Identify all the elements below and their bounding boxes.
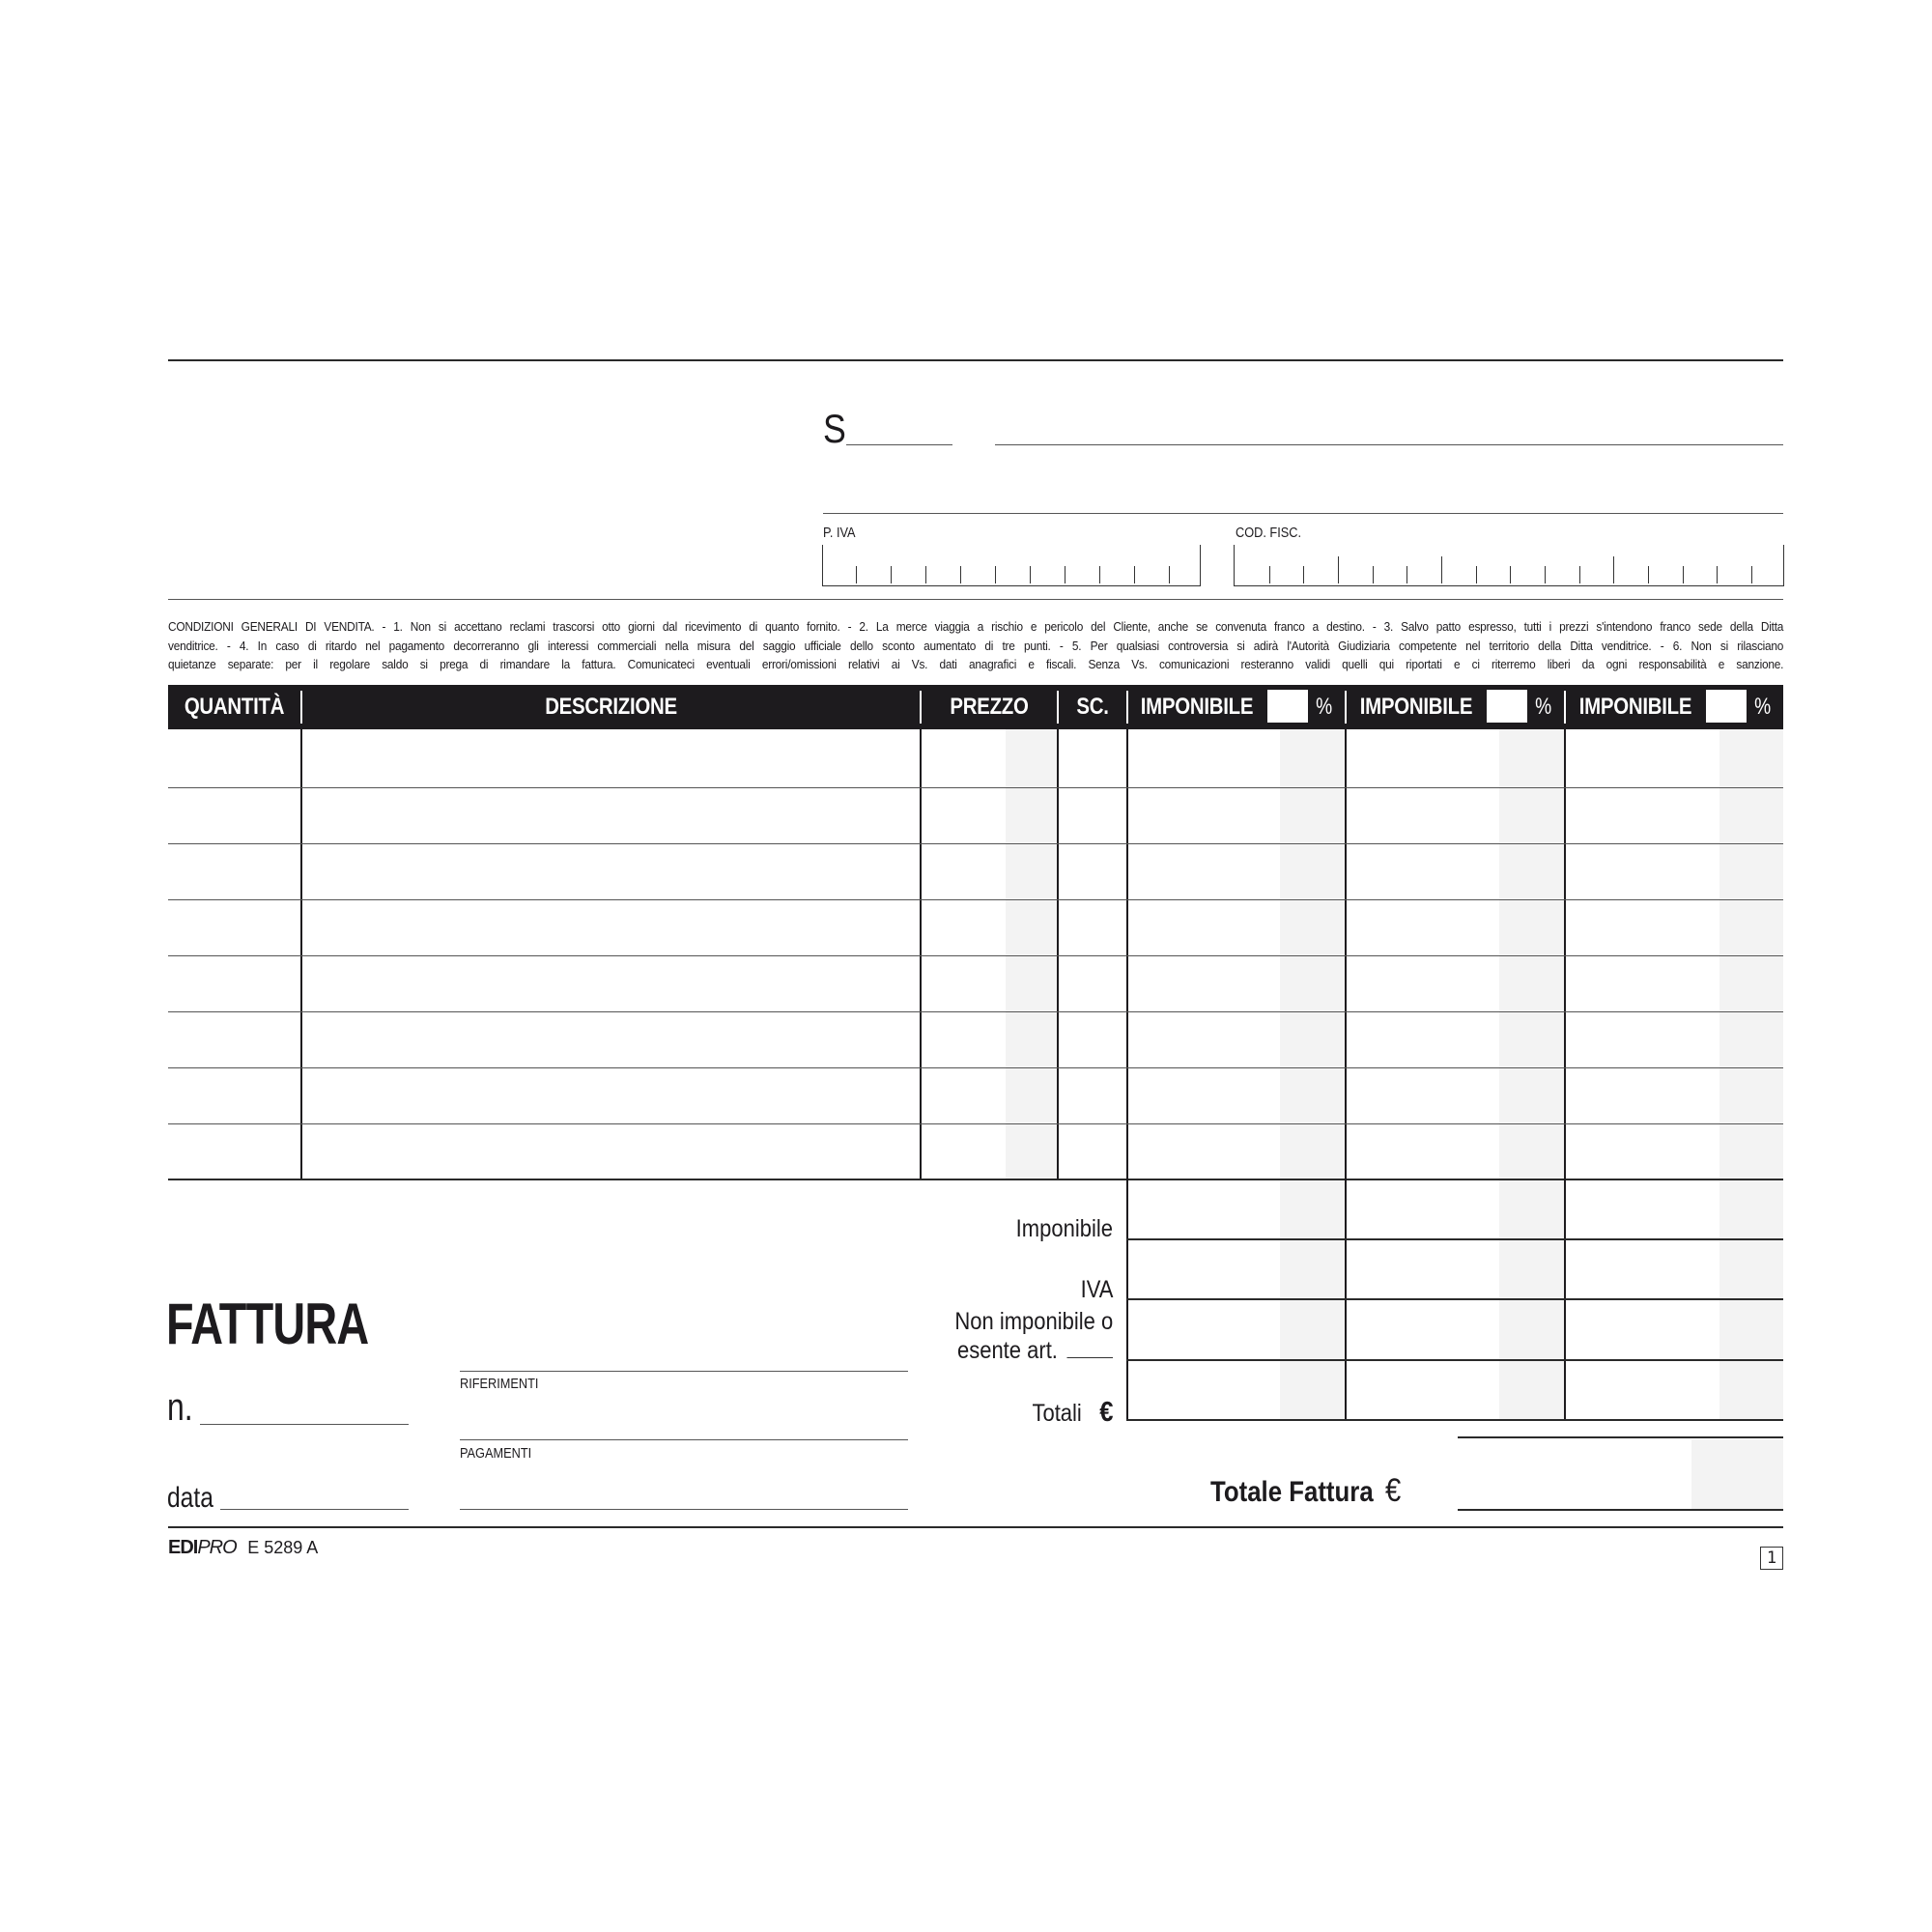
col-header-sconto: SC.: [1076, 694, 1109, 720]
table-row[interactable]: [168, 843, 1783, 844]
top-rule: [168, 359, 1783, 361]
col-header-quantita: QUANTITÀ: [184, 694, 285, 720]
footer-rule: [168, 1526, 1783, 1528]
col-header-descrizione: DESCRIZIONE: [545, 694, 677, 720]
grand-total-top-rule: [1458, 1436, 1783, 1438]
brand-logo: [168, 1537, 318, 1559]
conditions-line-2: venditrice. - 4. In caso di ritardo nel pagamento decorreranno gli interessi commerciali nella misura del saggio ufficiale dello sconto aumentato di tre punti. - 5. Per qualsiasi controversia si adirà l'Autorità Giudiziaria competente nel territorio della Ditta venditrice. - 6. Non si rilasciano: [168, 638, 1784, 653]
esente-art-field[interactable]: [1066, 1357, 1113, 1358]
payments-field[interactable]: [460, 1439, 908, 1440]
col-header-imponibile-3: IMPONIBILE: [1578, 694, 1692, 720]
grand-total-text: Totale Fattura: [1210, 1476, 1374, 1508]
conditions-top-rule: [168, 599, 1783, 600]
grand-total-field[interactable]: [1458, 1509, 1783, 1511]
col-header-imponibile-2: IMPONIBILE: [1359, 694, 1473, 720]
vat-summary-grid: [1126, 1179, 1783, 1420]
euro-icon: €: [1385, 1472, 1402, 1509]
salutation-field[interactable]: [846, 444, 952, 445]
product-code: E 5289 A: [247, 1538, 319, 1557]
percent-sign-3: %: [1754, 694, 1772, 720]
table-row[interactable]: [168, 1011, 1783, 1012]
tax-code-field[interactable]: [1234, 545, 1784, 586]
table-header: [168, 685, 1783, 729]
grand-total-label: [1210, 1472, 1401, 1510]
invoice-date-field[interactable]: [220, 1509, 409, 1510]
brand-logo-light: PRO: [197, 1537, 237, 1558]
references-label: RIFERIMENTI: [460, 1376, 539, 1392]
totali-text: Totali: [1031, 1400, 1082, 1427]
imponibile-label: Imponibile: [1015, 1215, 1113, 1242]
non-imponibile-label: Non imponibile o: [954, 1308, 1113, 1335]
grand-total-cents-shade: [1691, 1439, 1783, 1509]
payments-label: PAGAMENTI: [460, 1445, 532, 1462]
sales-conditions: [168, 617, 1783, 674]
totali-row[interactable]: [1126, 1419, 1783, 1421]
col-header-imponibile-1: IMPONIBILE: [1140, 694, 1254, 720]
esente-art-label: [957, 1337, 1113, 1365]
recipient-salutation: S: [823, 406, 846, 451]
payments-field-2[interactable]: [460, 1509, 908, 1510]
references-field[interactable]: [460, 1371, 908, 1372]
esente-art-text: esente art.: [956, 1337, 1058, 1364]
vat-rate-input-2[interactable]: [1487, 690, 1527, 723]
invoice-date-label: data: [167, 1482, 213, 1514]
invoice-lines-table: [168, 729, 1783, 1179]
totali-label: [1032, 1397, 1113, 1429]
iva-row[interactable]: [1126, 1298, 1783, 1300]
non-imponibile-row[interactable]: [1126, 1359, 1783, 1361]
vat-rate-input-3[interactable]: [1706, 690, 1747, 723]
vat-rate-input-1[interactable]: [1267, 690, 1308, 723]
tax-code-label: COD. FISC.: [1236, 525, 1302, 541]
invoice-number-field[interactable]: [200, 1424, 409, 1425]
vat-number-field[interactable]: [822, 545, 1201, 586]
conditions-line-1: CONDIZIONI GENERALI DI VENDITA. - 1. Non si accettano reclami trascorsi otto giorni dal ricevimento di quanto fornito. - 2. La merce viaggia a rischio e pericolo del Cliente, anche se convenuta franco a destino. - 3. Salvo patto espresso, tutti i prezzi s'intendono franco sede della Ditta: [168, 619, 1784, 634]
table-row[interactable]: [168, 1123, 1783, 1124]
conditions-line-3: quietanze separate: per il regolare saldo si prega di rimandare la fattura. Comunicateci eventuali errori/omissioni relativi ai Vs. dati anagrafici e fiscali. Senza Vs. comunicazioni resteranno validi quelli qui riportati e ci riterremo liberi da ogni responsabilità e sanzione.: [168, 657, 1784, 671]
copy-number-badge: 1: [1760, 1547, 1783, 1570]
percent-sign-2: %: [1535, 694, 1552, 720]
vat-label: P. IVA: [823, 525, 856, 541]
brand-logo-bold: EDI: [168, 1537, 198, 1558]
iva-label: IVA: [1080, 1276, 1113, 1303]
imponibile-row[interactable]: [1126, 1238, 1783, 1240]
col-header-prezzo: PREZZO: [950, 694, 1029, 720]
recipient-name-field[interactable]: [995, 444, 1783, 445]
table-row[interactable]: [168, 1067, 1783, 1068]
percent-sign-1: %: [1316, 694, 1333, 720]
document-title: FATTURA: [166, 1292, 369, 1356]
table-row[interactable]: [168, 955, 1783, 956]
table-row[interactable]: [168, 899, 1783, 900]
recipient-address-field[interactable]: [823, 513, 1783, 514]
table-row[interactable]: [168, 787, 1783, 788]
euro-icon: €: [1098, 1397, 1113, 1428]
invoice-number-label: n.: [167, 1386, 193, 1429]
